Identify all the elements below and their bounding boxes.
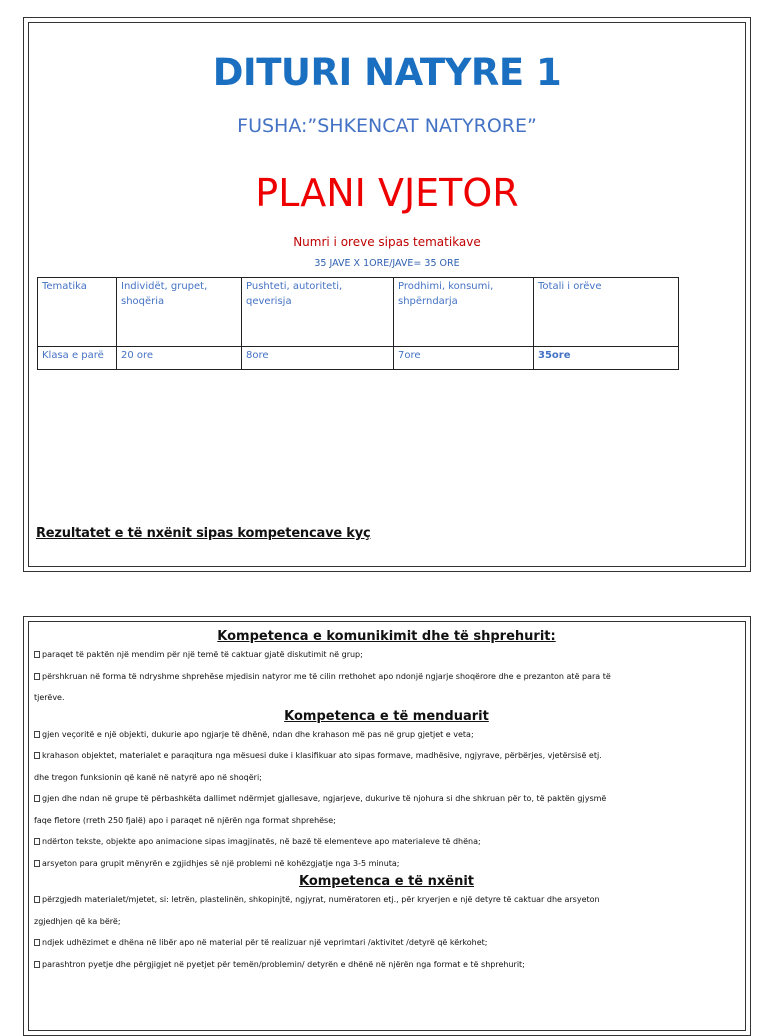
list-item: përzgjedh materialet/mjetet, si: letrën, plastelinën, shkopinjtë, ngjyrat, numëratoren etj., për kryerjen e një detyre të caktuar dhe arsyeton [34, 889, 739, 911]
document-page-2 [23, 616, 751, 1036]
list-item-continuation: zgjedhjen që ka bërë; [34, 916, 121, 926]
results-heading: Rezultatet e të nxënit sipas kompetencave kyç [36, 526, 371, 541]
list-item: përshkruan në forma të ndryshme shprehëse mjedisin natyror me të cilin rrethohet apo ndonjë ngjarje shoqërore dhe e prezanton atë para të [34, 666, 739, 688]
plan-title: PLANI VJETOR [255, 171, 519, 215]
table-cell: 7ore [394, 347, 534, 370]
table-cell: 20 ore [117, 347, 242, 370]
table-header-cell: Prodhimi, konsumi, shpërndarja [394, 278, 534, 347]
list-item: parashtron pyetje dhe përgjigjet në pyetjet për temën/problemin/ detyrën e dhënë në njërën nga format e të shprehurit; [34, 954, 739, 976]
field-subtitle: FUSHA:”SHKENCAT NATYRORE” [237, 115, 537, 137]
table-header-cell: Tematika [38, 278, 117, 347]
bullet-box-icon [34, 961, 40, 968]
bullet-box-icon [34, 838, 40, 845]
hours-note: Numri i oreve sipas tematikave [293, 235, 481, 249]
section-heading-communication: Kompetenca e komunikimit dhe të shprehurit: [217, 629, 556, 644]
table-cell: 8ore [242, 347, 394, 370]
bullet-box-icon [34, 651, 40, 658]
list-item: paraqet të paktën një mendim për një temë të caktuar gjatë diskutimit në grup; [34, 644, 739, 666]
section-heading-thinking: Kompetenca e të menduarit [284, 708, 489, 724]
list-item: gjen dhe ndan në grupe të përbashkëta dallimet ndërmjet gjallesave, ngjarjeve, dukurive të njohura si dhe shkruan për to, të paktën gjysmë [34, 788, 739, 810]
bullet-box-icon [34, 752, 40, 759]
page-inner-border [28, 621, 746, 1031]
table-row [38, 347, 679, 370]
table-header-cell: Pushteti, autoriteti, qeverisja [242, 278, 394, 347]
page-inner-border [28, 22, 746, 567]
bullet-box-icon [34, 896, 40, 903]
list-item-continuation: tjerëve. [34, 693, 65, 702]
table-header-cell: Individët, grupet, shoqëria [117, 278, 242, 347]
table-cell: Klasa e parë [38, 347, 117, 370]
list-item: ndërton tekste, objekte apo animacione sipas imagjinatës, në bazë të elementeve apo materialeve të dhëna; [34, 831, 739, 853]
plan-table [37, 277, 679, 370]
table-header-row [38, 278, 679, 347]
section-heading-learning: Kompetenca e të nxënit [298, 874, 475, 889]
list-item: gjen veçoritë e një objekti, dukurie apo ngjarje të dhënë, ndan dhe krahason më pas në grup gjetjet e veta; [34, 724, 739, 746]
document-page-1 [23, 17, 751, 572]
bullet-box-icon [34, 860, 40, 867]
page-content [34, 629, 739, 975]
list-item: ndjek udhëzimet e dhëna në libër apo në material për të realizuar një veprimtari /aktivitet /detyrë që kërkohet; [34, 932, 739, 954]
document-title: DITURI NATYRE 1 [212, 51, 562, 94]
bullet-box-icon [34, 939, 40, 946]
bullet-box-icon [34, 795, 40, 802]
table-header-cell: Totali i orëve [534, 278, 679, 347]
bullet-box-icon [34, 731, 40, 738]
table-cell-total: 35ore [534, 347, 679, 370]
weeks-note: 35 JAVE X 1ORE/JAVE= 35 ORE [314, 258, 460, 269]
list-item-continuation: faqe fletore (rreth 250 fjalë) apo i paraqet në njërën nga format shprehëse; [34, 815, 336, 825]
bullet-box-icon [34, 673, 40, 680]
list-item: arsyeton para grupit mënyrën e zgjidhjes së një problemi në kohëzgjatje nga 3-5 minuta; [34, 853, 739, 875]
list-item: krahason objektet, materialet e paraqitura nga mësuesi duke i klasifikuar ato sipas formave, madhësive, ngjyrave, përbërjes, vjetërsisë etj. [34, 745, 739, 767]
list-item-continuation: dhe tregon funksionin që kanë në natyrë apo në shoqëri; [34, 772, 262, 782]
